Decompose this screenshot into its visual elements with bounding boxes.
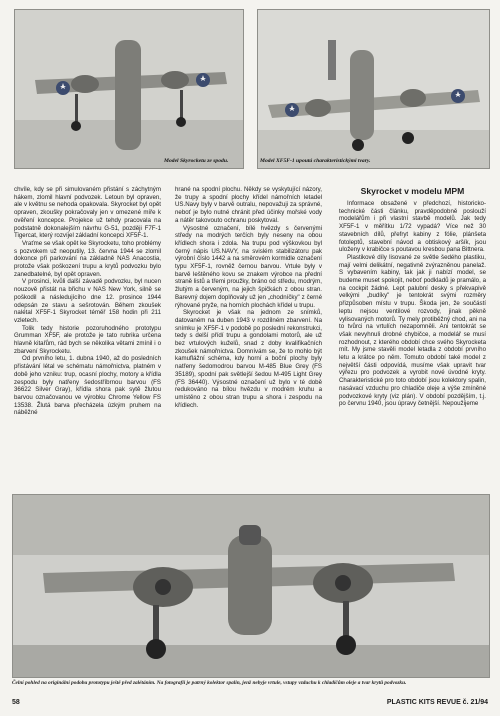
article-column-1: [14, 186, 161, 417]
photo-caption: Model XF5F-1 upoutá charakteristickými tvary.: [260, 158, 371, 164]
plane-topview-image: [258, 10, 489, 168]
paragraph: Od prvního letu, 1. dubna 1940, až do posledních přistávání létal ve schématu námořnictva, platném v době jeho vzniku: trup, ocasní plochy, motory a křídla zespodu byly natřeny šedostříbrnou barvou (FS 36622 Silver Gray), křídla shora pak sytě žlutou barvou označovanou ve výrobku Chrome Yellow FS 13538. Žlutá barva přecházela úzkým pruhem na náběžné: [14, 355, 161, 417]
plane-underside-image: [15, 10, 243, 168]
paragraph: V prosinci, kvůli další závadě podvozku, byl nucen nouzově přistát na břichu v NAS New York, silně se poškodil a následujícího dne 12. prosince 1944 odepsán ze stavu a sešrotován. Během zkoušek nalétal XF5F-1 Skyrocket téměř 158 hodin při 211 vzletech.: [14, 278, 161, 324]
photo-model-xf5f: [257, 9, 490, 169]
paragraph: Plastikové díly lisované ze světle šedého plastiku, mají velmi delikátní, negativně zvýrazněnou panelaž. S vybavením kabiny, tak jak ji nabízí model, se budeme muset spokojit, neboť podkladů je pramálo, a na cockpit žádné. Lept palubní desky s překvapivě velkými „budíky" je tentokrát svými rozměry přizpůsoben místu v trupu. Škoda jen, že součástí leptu nejsou ventilové rozvody, jinak pěkně vylisovaných motorů. Ty mely protiběžný chod, ani na to tvůrci na vrtulích nezapomněli. Ani tentokrát se však nevyhnuli drobné chybičce, a modelář se musí rozhodnout, z kterého období chce svého Skyrocketa mít. My jsme stavěli model letadla z období prvního letu a krátce po něm. Tomuto období také model z největší části odpovídá, musíme však upravit tvar výřezu pro podvozek a vyrobit nové úvodné kryty. Charakteristické pro toto období jsou kolektory spalin, nasávací vzduchu pro chladiče oleje a výše zmíněné podvozkové kryty (viz plán). V období pozdějším, t.j. po červnu 1940, jsou úpravy četnější. Nepoužijeme: [339, 253, 486, 408]
article-column-2: [175, 186, 322, 409]
section-heading: Skyrocket v modelu MPM: [360, 186, 465, 196]
journal-issue: PLASTIC KITS REVUE č. 21/94: [386, 699, 488, 706]
paragraph: Skyrocket je však na jednom ze snímků, datovaném na duben 1943 v rozdílném zbarvení. Na snímku je XF5F-1 v podobě po poslední rekonstrukci, tedy s delší přídí trupu a gondolami motorů, ale už bez vrtulových kuželů, snad z doby kvalifikačních zkoušek námořnictva. Domnívám se, že to mohlo být kamuflážní schéma, kdy horní a boční plochy byly natřeny šedomodrou barvou M-485 Blue Grey (FS 35189), spodní pak světlejší šedou M-495 Light Grey (FS 36440). Výsostné označení už bylo v té době redukováno na bílou hvězdu v modrém kruhu a umístěno z obou stran trupu a shora i zespodu na křídlech.: [175, 309, 322, 409]
paragraph: hrané na spodní plochu. Někdy se vyskytující názory, že trupy a spodní plochy křídel námořních letadel US.Navy byly v barvě outralu, nepovažuji za správné, neboť je bylo nutné chránit před účinky mořské vody a nátěr takovouto ochranu poskytoval.: [175, 186, 322, 224]
prototype-front-image: [13, 495, 489, 677]
photo-caption: Model Skyrocketu ze spodu.: [164, 158, 229, 164]
bottom-photo-caption: Čelní pohled na originální podobu prototypu ještě před zalétáním. Na fotografii je patrný kolektor spalin, jenž nebyje vrtule, vstupy vzduchu k chladičům oleje a tvar krytů podvozku.: [12, 680, 407, 686]
photo-prototype-front: [12, 494, 490, 678]
paragraph: Vraťme se však opět ke Skyrocketu, toho problémy s pozvokem už neoputily, 13. června 1944 se zlomil dokonce při parkování na základně NAS Anacostia, protože však poškození trupu a krytů podvozku bylo zanedbatelné, byl opět opraven.: [14, 239, 161, 278]
paragraph: Výsostné označení, bílé hvězdy s červenými středy na modrých terčích byly neseny na obou křídlech shora i zdola. Na trupu pod výškovkou byl černý nápis US.NAVY, na svislém stabilizátoru pak výrobní číslo 1442 a na směrovém kormidle označení typu XF5F-1, rovněž černou barvou. Vrtule byly v barvě leštěného kovu se znakem výrobce na přední straně listů a třemi proužky, bráno od středu, modrým, žlutým a červeným, na jejich špičkách z obou stran. Barevný dojem doplňovaly už jen „chodníčky" z černé rýhované pryže, na horních plochách křídel u trupu.: [175, 224, 322, 309]
paragraph: chvíle, kdy se při simulovaném přistání s záchytným hákem, zlomil hlavní podvozek. Letoun byl opraven, ale v květnu se nehoda opakovala. Skyrocket byl opět opraven, zkoušky pokračovaly jen v omezené míře k ověření koncepce. Projekce už tehdy pracovala na podstatně dokonalejším návrhu G-51, později F7F-1 Tigercat, který rozvíjel základní koncepci XF5F-1.: [14, 186, 161, 240]
photo-model-underside: [14, 9, 244, 169]
paragraph: Informace obsažené v předchozí, historicko-technické části článku, pravděpodobně poslouží modelářům i při vlastní stavbě modelů. Jak tedy XF5F-1 v měřítku 1/72 vypadá? Více než 30 stavebních dílů, přefryt kabiny z fólie, plánšeta fotoleptů, stavební návod a obtiskový aršík, jsou uloženy v krabičce s poutavou kresbou pana Bittnera.: [339, 200, 486, 254]
page-number: 58: [12, 699, 20, 706]
paragraph: Tolik tedy historie pozoruhodného prototypu Grumman XF5F, ale protože je tato rubrika určena hlavně kitařům, rád bych se několika větami zmínil i o zbarvení Skyrocketu.: [14, 324, 161, 355]
article-column-3: [339, 186, 486, 408]
